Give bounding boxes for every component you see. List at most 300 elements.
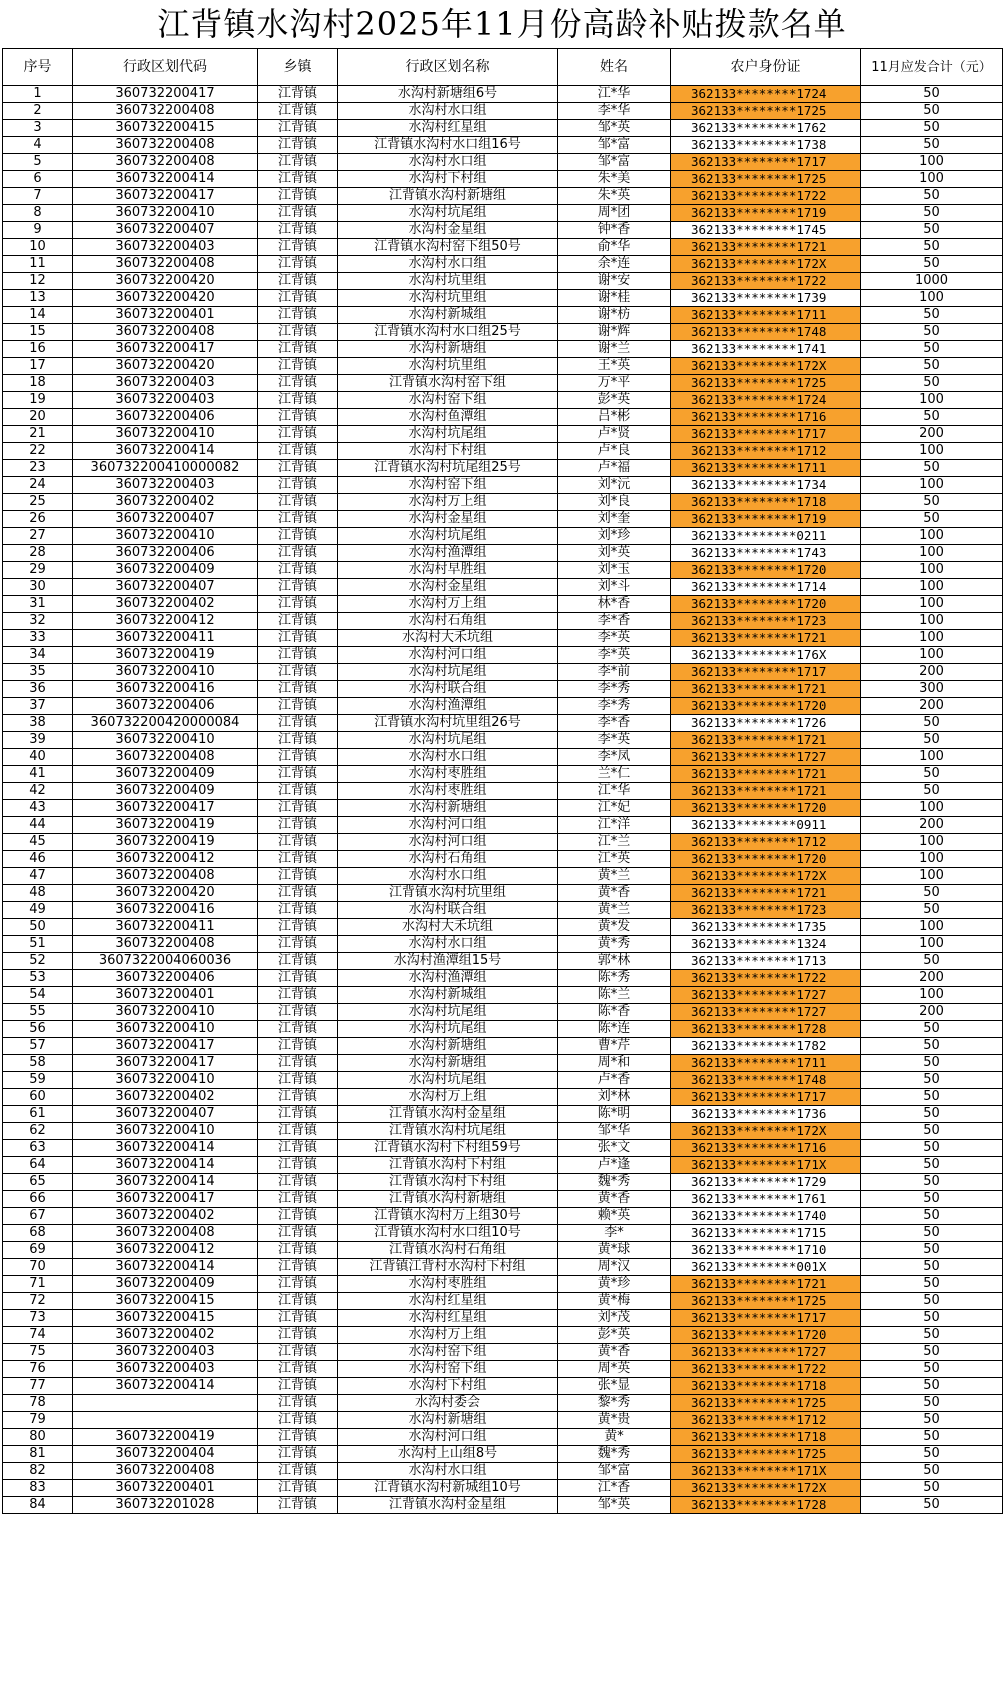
- cell-id-card: 362133********001X: [671, 1259, 861, 1276]
- cell-region-name: 水沟村水口组: [338, 868, 558, 885]
- cell-town: 江背镇: [258, 307, 338, 324]
- table-row: [3, 120, 1003, 137]
- cell-amount: 100: [861, 392, 1003, 409]
- cell-id-card: 362133********172X: [671, 1123, 861, 1140]
- cell-id-card: 362133********1722: [671, 188, 861, 205]
- cell-name: 江*妃: [558, 800, 671, 817]
- cell-region-name: 水沟村水口组: [338, 154, 558, 171]
- cell-amount: 50: [861, 511, 1003, 528]
- cell-region-name: 水沟村石角组: [338, 613, 558, 630]
- cell-region-name: 水沟村早胜组: [338, 562, 558, 579]
- cell-region-code: 360732200410: [73, 1004, 258, 1021]
- table-row: [3, 86, 1003, 103]
- cell-region-code: 360732200404: [73, 1446, 258, 1463]
- cell-index: 74: [3, 1327, 73, 1344]
- cell-region-code: 360732200402: [73, 1327, 258, 1344]
- cell-region-name: 江背镇水沟村窑下组50号: [338, 239, 558, 256]
- cell-name: 李*凤: [558, 749, 671, 766]
- cell-region-name: 水沟村河口组: [338, 817, 558, 834]
- cell-town: 江背镇: [258, 545, 338, 562]
- cell-index: 48: [3, 885, 73, 902]
- cell-town: 江背镇: [258, 494, 338, 511]
- cell-index: 58: [3, 1055, 73, 1072]
- cell-region-name: 水沟村坑尾组: [338, 1004, 558, 1021]
- cell-town: 江背镇: [258, 579, 338, 596]
- cell-region-code: 360732200408: [73, 256, 258, 273]
- cell-region-code: 360732200420000084: [73, 715, 258, 732]
- table-row: [3, 409, 1003, 426]
- cell-town: 江背镇: [258, 698, 338, 715]
- cell-region-name: 水沟村坑尾组: [338, 426, 558, 443]
- cell-id-card: 362133********1727: [671, 749, 861, 766]
- cell-region-code: 360732200420: [73, 358, 258, 375]
- cell-region-code: 360732200408: [73, 154, 258, 171]
- table-row: [3, 494, 1003, 511]
- cell-name: 李*秀: [558, 698, 671, 715]
- table-row: [3, 1276, 1003, 1293]
- cell-amount: 50: [861, 1361, 1003, 1378]
- cell-town: 江背镇: [258, 1174, 338, 1191]
- cell-name: 王*英: [558, 358, 671, 375]
- cell-town: 江背镇: [258, 103, 338, 120]
- cell-index: 25: [3, 494, 73, 511]
- cell-id-card: 362133********1716: [671, 1140, 861, 1157]
- cell-region-code: 360732200410: [73, 426, 258, 443]
- cell-region-name: 水沟村下村组: [338, 1378, 558, 1395]
- cell-region-name: 水沟村水口组: [338, 749, 558, 766]
- cell-town: 江背镇: [258, 511, 338, 528]
- cell-region-name: 水沟村渔潭组: [338, 970, 558, 987]
- cell-town: 江背镇: [258, 1242, 338, 1259]
- cell-town: 江背镇: [258, 1106, 338, 1123]
- cell-amount: 50: [861, 1089, 1003, 1106]
- table-body: [3, 86, 1003, 1514]
- cell-id-card: 362133********1745: [671, 222, 861, 239]
- cell-amount: 50: [861, 103, 1003, 120]
- cell-index: 44: [3, 817, 73, 834]
- cell-town: 江背镇: [258, 1361, 338, 1378]
- cell-index: 3: [3, 120, 73, 137]
- cell-amount: 100: [861, 613, 1003, 630]
- cell-amount: 50: [861, 358, 1003, 375]
- cell-town: 江背镇: [258, 596, 338, 613]
- cell-amount: 50: [861, 239, 1003, 256]
- table-row: [3, 307, 1003, 324]
- cell-amount: 50: [861, 902, 1003, 919]
- cell-amount: 50: [861, 1157, 1003, 1174]
- cell-region-name: 水沟村万上组: [338, 596, 558, 613]
- cell-town: 江背镇: [258, 290, 338, 307]
- table-row: [3, 647, 1003, 664]
- cell-town: 江背镇: [258, 1004, 338, 1021]
- cell-region-name: 江背镇水沟村水口组16号: [338, 137, 558, 154]
- table-row: [3, 817, 1003, 834]
- table-row: [3, 1497, 1003, 1514]
- cell-index: 29: [3, 562, 73, 579]
- table-row: [3, 919, 1003, 936]
- cell-id-card: 362133********1725: [671, 1446, 861, 1463]
- cell-index: 19: [3, 392, 73, 409]
- cell-index: 1: [3, 86, 73, 103]
- cell-id-card: 362133********1721: [671, 885, 861, 902]
- cell-region-code: 360732200414: [73, 443, 258, 460]
- cell-town: 江背镇: [258, 936, 338, 953]
- cell-region-name: 江背镇水沟村坑里组26号: [338, 715, 558, 732]
- cell-region-code: 3607322004060036: [73, 953, 258, 970]
- cell-region-code: 360732200410: [73, 732, 258, 749]
- cell-index: 66: [3, 1191, 73, 1208]
- cell-name: 江*英: [558, 851, 671, 868]
- cell-amount: 100: [861, 579, 1003, 596]
- cell-id-card: 362133********1717: [671, 154, 861, 171]
- cell-index: 79: [3, 1412, 73, 1429]
- cell-id-card: 362133********1716: [671, 409, 861, 426]
- cell-index: 69: [3, 1242, 73, 1259]
- cell-index: 63: [3, 1140, 73, 1157]
- cell-name: 李*: [558, 1225, 671, 1242]
- table-row: [3, 1191, 1003, 1208]
- cell-region-code: 360732200403: [73, 375, 258, 392]
- cell-id-card: 362133********1710: [671, 1242, 861, 1259]
- cell-amount: 200: [861, 698, 1003, 715]
- cell-name: 黄*: [558, 1429, 671, 1446]
- cell-region-code: 360732200412: [73, 613, 258, 630]
- cell-region-name: 水沟村新塘组: [338, 1038, 558, 1055]
- cell-amount: 200: [861, 1004, 1003, 1021]
- cell-region-code: 360732200414: [73, 1378, 258, 1395]
- cell-id-card: 362133********172X: [671, 256, 861, 273]
- cell-index: 37: [3, 698, 73, 715]
- cell-name: 郭*林: [558, 953, 671, 970]
- cell-region-code: 360732200410: [73, 528, 258, 545]
- cell-name: 黄*兰: [558, 902, 671, 919]
- cell-region-code: 360732200419: [73, 1429, 258, 1446]
- cell-name: 邹*英: [558, 120, 671, 137]
- cell-town: 江背镇: [258, 630, 338, 647]
- cell-name: 刘*英: [558, 545, 671, 562]
- cell-region-name: 水沟村新塘组: [338, 1055, 558, 1072]
- table-row: [3, 137, 1003, 154]
- cell-amount: 50: [861, 953, 1003, 970]
- cell-region-name: 水沟村委会: [338, 1395, 558, 1412]
- table-row: [3, 358, 1003, 375]
- cell-amount: 100: [861, 477, 1003, 494]
- table-row: [3, 1072, 1003, 1089]
- cell-region-name: 水沟村窑下组: [338, 1361, 558, 1378]
- cell-amount: 50: [861, 341, 1003, 358]
- cell-index: 45: [3, 834, 73, 851]
- cell-region-code: 360732200408: [73, 936, 258, 953]
- cell-name: 黎*秀: [558, 1395, 671, 1412]
- cell-name: 黄*兰: [558, 868, 671, 885]
- cell-town: 江背镇: [258, 766, 338, 783]
- cell-region-code: 360732200419: [73, 817, 258, 834]
- cell-town: 江背镇: [258, 239, 338, 256]
- cell-town: 江背镇: [258, 205, 338, 222]
- header-row: [3, 49, 1003, 86]
- cell-index: 13: [3, 290, 73, 307]
- cell-amount: 50: [861, 1344, 1003, 1361]
- cell-index: 59: [3, 1072, 73, 1089]
- cell-region-name: 水沟村红星组: [338, 1293, 558, 1310]
- cell-region-code: 360732200417: [73, 1191, 258, 1208]
- cell-id-card: 362133********1713: [671, 953, 861, 970]
- cell-id-card: 362133********1718: [671, 1378, 861, 1395]
- cell-name: 江*华: [558, 783, 671, 800]
- cell-town: 江背镇: [258, 137, 338, 154]
- cell-name: 卢*贤: [558, 426, 671, 443]
- cell-amount: 50: [861, 1123, 1003, 1140]
- cell-region-name: 江背镇水沟村万上组30号: [338, 1208, 558, 1225]
- cell-region-code: 360732200408: [73, 324, 258, 341]
- cell-id-card: 362133********1726: [671, 715, 861, 732]
- cell-amount: 100: [861, 290, 1003, 307]
- cell-amount: 100: [861, 919, 1003, 936]
- cell-town: 江背镇: [258, 171, 338, 188]
- cell-amount: 100: [861, 834, 1003, 851]
- header-id-card: 农户身份证: [671, 49, 861, 86]
- cell-name: 卢*福: [558, 460, 671, 477]
- cell-region-code: 360732200406: [73, 545, 258, 562]
- cell-id-card: 362133********1725: [671, 171, 861, 188]
- cell-region-code: 360732200416: [73, 902, 258, 919]
- cell-index: 8: [3, 205, 73, 222]
- table-row: [3, 1480, 1003, 1497]
- cell-id-card: 362133********172X: [671, 358, 861, 375]
- cell-name: 俞*华: [558, 239, 671, 256]
- table-row: [3, 698, 1003, 715]
- cell-region-code: 360732200409: [73, 783, 258, 800]
- cell-region-name: 水沟村枣胜组: [338, 1276, 558, 1293]
- cell-region-code: 360732200402: [73, 596, 258, 613]
- cell-id-card: 362133********1725: [671, 1293, 861, 1310]
- cell-amount: 50: [861, 1276, 1003, 1293]
- cell-amount: 50: [861, 375, 1003, 392]
- cell-region-name: 水沟村坑尾组: [338, 1072, 558, 1089]
- cell-region-code: 360732200417: [73, 800, 258, 817]
- cell-amount: 50: [861, 1412, 1003, 1429]
- table-row: [3, 936, 1003, 953]
- cell-index: 27: [3, 528, 73, 545]
- table-row: [3, 1395, 1003, 1412]
- cell-index: 34: [3, 647, 73, 664]
- cell-town: 江背镇: [258, 188, 338, 205]
- cell-name: 黄*球: [558, 1242, 671, 1259]
- cell-town: 江背镇: [258, 749, 338, 766]
- cell-region-name: 水沟村水口组: [338, 1463, 558, 1480]
- cell-id-card: 362133********1718: [671, 1429, 861, 1446]
- cell-index: 41: [3, 766, 73, 783]
- cell-town: 江背镇: [258, 783, 338, 800]
- cell-town: 江背镇: [258, 885, 338, 902]
- cell-id-card: 362133********1724: [671, 86, 861, 103]
- cell-region-name: 水沟村万上组: [338, 494, 558, 511]
- cell-amount: 50: [861, 188, 1003, 205]
- cell-amount: 50: [861, 1106, 1003, 1123]
- cell-amount: 100: [861, 154, 1003, 171]
- cell-region-name: 水沟村联合组: [338, 681, 558, 698]
- table-row: [3, 715, 1003, 732]
- cell-town: 江背镇: [258, 375, 338, 392]
- cell-town: 江背镇: [258, 1293, 338, 1310]
- cell-region-code: 360732200408: [73, 103, 258, 120]
- table-row: [3, 1378, 1003, 1395]
- cell-index: 56: [3, 1021, 73, 1038]
- cell-region-name: 水沟村鱼潭组: [338, 409, 558, 426]
- cell-region-code: 360732200419: [73, 647, 258, 664]
- cell-name: 张*显: [558, 1378, 671, 1395]
- cell-name: 陈*明: [558, 1106, 671, 1123]
- table-row: [3, 902, 1003, 919]
- cell-name: 周*和: [558, 1055, 671, 1072]
- cell-name: 李*前: [558, 664, 671, 681]
- cell-town: 江背镇: [258, 1395, 338, 1412]
- cell-region-code: 360732200412: [73, 1242, 258, 1259]
- cell-index: 62: [3, 1123, 73, 1140]
- cell-amount: 50: [861, 1055, 1003, 1072]
- table-row: [3, 868, 1003, 885]
- cell-name: 朱*英: [558, 188, 671, 205]
- cell-id-card: 362133********1717: [671, 1310, 861, 1327]
- cell-id-card: 362133********1719: [671, 511, 861, 528]
- cell-region-code: 360732200401: [73, 307, 258, 324]
- cell-region-code: 360732200409: [73, 766, 258, 783]
- cell-id-card: 362133********0911: [671, 817, 861, 834]
- cell-id-card: 362133********1721: [671, 766, 861, 783]
- cell-amount: 50: [861, 256, 1003, 273]
- cell-region-name: 水沟村枣胜组: [338, 783, 558, 800]
- cell-region-name: 江背镇水沟村水口组25号: [338, 324, 558, 341]
- cell-amount: 50: [861, 783, 1003, 800]
- cell-id-card: 362133********1721: [671, 630, 861, 647]
- cell-region-name: 水沟村水口组: [338, 103, 558, 120]
- cell-region-code: 360732200403: [73, 477, 258, 494]
- cell-name: 邹*富: [558, 137, 671, 154]
- cell-town: 江背镇: [258, 1208, 338, 1225]
- cell-id-card: 362133********1761: [671, 1191, 861, 1208]
- cell-amount: 50: [861, 86, 1003, 103]
- cell-index: 64: [3, 1157, 73, 1174]
- cell-name: 兰*仁: [558, 766, 671, 783]
- table-row: [3, 613, 1003, 630]
- cell-index: 36: [3, 681, 73, 698]
- cell-region-name: 江背镇水沟村下村组: [338, 1174, 558, 1191]
- cell-amount: 50: [861, 1038, 1003, 1055]
- cell-town: 江背镇: [258, 1191, 338, 1208]
- cell-town: 江背镇: [258, 341, 338, 358]
- cell-region-code: 360732200415: [73, 1310, 258, 1327]
- cell-region-code: 360732200417: [73, 341, 258, 358]
- cell-region-name: 水沟村新塘组: [338, 1412, 558, 1429]
- cell-name: 江*兰: [558, 834, 671, 851]
- table-row: [3, 766, 1003, 783]
- cell-name: 赖*英: [558, 1208, 671, 1225]
- cell-amount: 50: [861, 1429, 1003, 1446]
- cell-region-code: 360732200414: [73, 1157, 258, 1174]
- cell-region-code: 360732200406: [73, 409, 258, 426]
- cell-index: 51: [3, 936, 73, 953]
- cell-town: 江背镇: [258, 562, 338, 579]
- cell-index: 31: [3, 596, 73, 613]
- table-row: [3, 256, 1003, 273]
- cell-id-card: 362133********0211: [671, 528, 861, 545]
- cell-amount: 50: [861, 1072, 1003, 1089]
- cell-name: 陈*连: [558, 1021, 671, 1038]
- cell-region-name: 江背镇水沟村下村组: [338, 1157, 558, 1174]
- table-row: [3, 1327, 1003, 1344]
- cell-region-name: 水沟村红星组: [338, 120, 558, 137]
- document-title: 江背镇水沟村2025年11月份高龄补贴拨款名单: [157, 5, 847, 43]
- cell-region-name: 水沟村大禾坑组: [338, 630, 558, 647]
- cell-amount: 300: [861, 681, 1003, 698]
- cell-id-card: 362133********1729: [671, 1174, 861, 1191]
- cell-id-card: 362133********171X: [671, 1463, 861, 1480]
- cell-region-code: 360732200410: [73, 1072, 258, 1089]
- cell-town: 江背镇: [258, 1463, 338, 1480]
- cell-region-name: 水沟村窑下组: [338, 1344, 558, 1361]
- table-row: [3, 681, 1003, 698]
- cell-index: 12: [3, 273, 73, 290]
- cell-region-name: 水沟村坑尾组: [338, 528, 558, 545]
- cell-index: 82: [3, 1463, 73, 1480]
- table-row: [3, 1463, 1003, 1480]
- cell-region-code: 360732200407: [73, 511, 258, 528]
- cell-id-card: 362133********1736: [671, 1106, 861, 1123]
- cell-amount: 200: [861, 664, 1003, 681]
- cell-id-card: 362133********1728: [671, 1021, 861, 1038]
- cell-region-name: 江背镇水沟村石角组: [338, 1242, 558, 1259]
- cell-region-name: 水沟村新塘组6号: [338, 86, 558, 103]
- table-row: [3, 205, 1003, 222]
- subsidy-table: [2, 48, 1003, 1514]
- cell-name: 谢*安: [558, 273, 671, 290]
- cell-name: 黄*香: [558, 1191, 671, 1208]
- cell-id-card: 362133********1719: [671, 205, 861, 222]
- cell-amount: 50: [861, 1208, 1003, 1225]
- cell-name: 李*香: [558, 613, 671, 630]
- cell-region-name: 江背镇江背村水沟村下村组: [338, 1259, 558, 1276]
- table-row: [3, 1123, 1003, 1140]
- table-row: [3, 392, 1003, 409]
- cell-name: 刘*茂: [558, 1310, 671, 1327]
- cell-index: 32: [3, 613, 73, 630]
- table-row: [3, 239, 1003, 256]
- table-row: [3, 732, 1003, 749]
- cell-town: 江背镇: [258, 1378, 338, 1395]
- cell-name: 李*英: [558, 647, 671, 664]
- cell-region-name: 水沟村新塘组: [338, 341, 558, 358]
- table-row: [3, 426, 1003, 443]
- cell-town: 江背镇: [258, 154, 338, 171]
- cell-town: 江背镇: [258, 800, 338, 817]
- table-row: [3, 800, 1003, 817]
- cell-amount: 50: [861, 1463, 1003, 1480]
- cell-name: 刘*良: [558, 494, 671, 511]
- table-row: [3, 222, 1003, 239]
- cell-index: 71: [3, 1276, 73, 1293]
- cell-town: 江背镇: [258, 1055, 338, 1072]
- cell-region-code: 360732200414: [73, 171, 258, 188]
- cell-town: 江背镇: [258, 528, 338, 545]
- cell-index: 24: [3, 477, 73, 494]
- cell-index: 53: [3, 970, 73, 987]
- cell-region-name: 水沟村坑尾组: [338, 732, 558, 749]
- cell-amount: 100: [861, 596, 1003, 613]
- cell-id-card: 362133********1715: [671, 1225, 861, 1242]
- cell-town: 江背镇: [258, 222, 338, 239]
- cell-id-card: 362133********1740: [671, 1208, 861, 1225]
- cell-region-name: 水沟村河口组: [338, 834, 558, 851]
